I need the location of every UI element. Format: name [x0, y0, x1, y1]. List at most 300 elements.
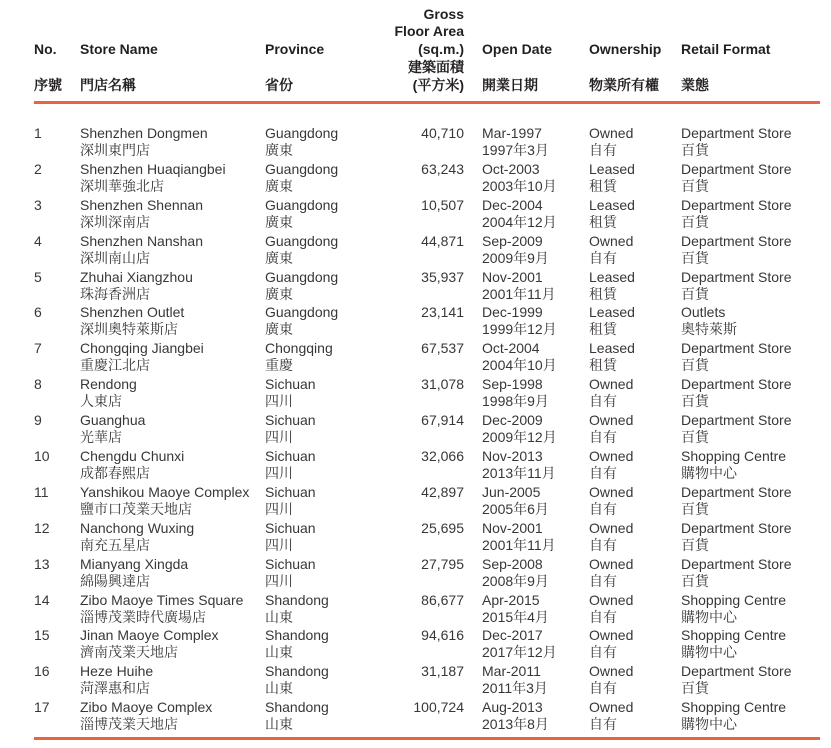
row-open-date-text: Dec-2004: [482, 196, 543, 213]
row-ownership-text: Owned: [589, 376, 634, 393]
row-store-name-zh: 濟南茂業天地店: [80, 644, 178, 661]
table-row: [0, 125, 831, 161]
row-open-date: [482, 340, 557, 374]
row-ownership-zh: 自有: [589, 644, 617, 661]
row-open-date-zh: 2001年11月: [482, 285, 556, 302]
row-store-name-text: Chengdu Chunxi: [80, 448, 185, 465]
row-province-zh: 廣東: [265, 142, 293, 158]
row-ownership: [589, 161, 635, 195]
row-province-text: Sichuan: [265, 555, 316, 572]
row-open-date-text: Nov-2013: [482, 448, 543, 465]
row-open-date-zh: 2003年10月: [482, 177, 557, 194]
row-retail-format-text: Department Store: [681, 519, 792, 536]
row-retail-format-text: Shopping Centre: [681, 448, 787, 465]
row-retail-format-text: Shopping Centre: [681, 627, 787, 644]
row-store-name: [80, 448, 184, 482]
row-ownership-zh: 自有: [589, 393, 617, 410]
header-divider: [34, 101, 820, 104]
row-retail-format-zh: 百貨: [681, 142, 709, 158]
row-province-zh: 重慶: [265, 357, 293, 374]
row-no-text: 11: [34, 483, 49, 500]
row-no: [34, 520, 50, 537]
header-ownership-zh: 物業所有權: [589, 77, 659, 93]
row-open-date-zh: 2013年11月: [482, 465, 556, 482]
header-province-zh: 省份: [265, 77, 293, 93]
row-ownership-zh: 自有: [589, 429, 617, 446]
row-no: [34, 627, 50, 644]
row-no-text: 12: [34, 519, 50, 536]
row-no: [34, 304, 42, 321]
row-province: [265, 484, 316, 518]
row-ownership-zh: 租賃: [589, 177, 617, 194]
row-store-name-text: Shenzhen Outlet: [80, 304, 185, 321]
row-province-zh: 山東: [265, 716, 293, 733]
row-open-date: [482, 663, 548, 697]
row-retail-format: [681, 663, 792, 697]
row-retail-format-text: Department Store: [681, 125, 792, 141]
row-province-text: Sichuan: [265, 376, 316, 393]
row-open-date-zh: 2011年3月: [482, 680, 548, 697]
table-row: [0, 556, 831, 592]
row-open-date-text: Mar-1997: [482, 125, 542, 141]
row-ownership-zh: 自有: [589, 716, 617, 733]
table-row: [0, 340, 831, 376]
row-province-zh: 山東: [265, 608, 293, 625]
row-ownership-zh: 自有: [589, 142, 617, 158]
row-retail-format-zh: 百貨: [681, 680, 709, 697]
row-gfa: [421, 233, 464, 250]
row-no-text: 9: [34, 412, 42, 429]
row-retail-format-zh: 百貨: [681, 357, 709, 374]
row-retail-format-zh: 百貨: [681, 249, 709, 266]
row-open-date: [482, 484, 549, 518]
row-gfa: [421, 125, 464, 142]
row-province-text: Guangdong: [265, 268, 339, 285]
row-ownership-zh: 租賃: [589, 357, 617, 374]
row-open-date-zh: 2004年12月: [482, 213, 557, 230]
row-gfa-text: 35,937: [421, 268, 464, 285]
table-row: [0, 520, 831, 556]
table-body: [0, 125, 831, 735]
row-retail-format: [681, 412, 792, 446]
row-open-date-text: Nov-2001: [482, 519, 543, 536]
row-province: [265, 663, 329, 697]
table-row: [0, 663, 831, 699]
row-store-name: [80, 269, 193, 303]
row-no-text: 7: [34, 340, 42, 357]
row-ownership: [589, 592, 633, 626]
row-retail-format-zh: 購物中心: [681, 608, 737, 625]
row-gfa-text: 31,078: [421, 376, 464, 393]
row-province: [265, 448, 316, 482]
row-retail-format: [681, 197, 792, 231]
row-retail-format-text: Shopping Centre: [681, 699, 787, 716]
row-open-date-text: Nov-2001: [482, 268, 543, 285]
row-open-date-text: Dec-1999: [482, 304, 543, 321]
row-no: [34, 233, 42, 250]
header-retail-format-zh: 業態: [681, 77, 709, 93]
row-open-date: [482, 269, 556, 303]
row-store-name-zh: 重慶江北店: [80, 357, 150, 374]
row-store-name-text: Jinan Maoye Complex: [80, 627, 219, 644]
row-ownership: [589, 340, 635, 374]
table-header: [0, 0, 831, 100]
row-retail-format: [681, 699, 786, 733]
row-province-zh: 廣東: [265, 177, 293, 194]
row-open-date-zh: 2008年9月: [482, 572, 549, 589]
row-open-date-zh: 2001年11月: [482, 536, 556, 553]
row-open-date-zh: 1997年3月: [482, 142, 549, 158]
row-retail-format-text: Department Store: [681, 340, 792, 357]
row-retail-format: [681, 233, 792, 267]
row-gfa: [421, 340, 464, 357]
row-province: [265, 233, 338, 267]
row-province-text: Shandong: [265, 699, 329, 716]
row-open-date-zh: 2013年8月: [482, 716, 549, 733]
row-province: [265, 520, 316, 554]
row-province-text: Guangdong: [265, 160, 339, 177]
row-open-date: [482, 125, 549, 159]
row-province-zh: 四川: [265, 393, 293, 410]
row-open-date: [482, 448, 556, 482]
row-retail-format-text: Department Store: [681, 160, 792, 177]
row-no-text: 3: [34, 196, 42, 213]
row-retail-format-zh: 購物中心: [681, 465, 737, 482]
row-province-zh: 廣東: [265, 321, 293, 338]
row-province: [265, 376, 316, 410]
row-province-text: Sichuan: [265, 519, 316, 536]
row-ownership: [589, 269, 635, 303]
row-open-date-text: Sep-2008: [482, 555, 543, 572]
row-store-name: [80, 663, 153, 697]
table-row: [0, 699, 831, 735]
row-retail-format: [681, 627, 786, 661]
row-store-name: [80, 592, 243, 626]
row-retail-format-zh: 奧特萊斯: [681, 321, 737, 338]
row-store-name-zh: 鹽市口茂業天地店: [80, 500, 192, 517]
row-retail-format: [681, 520, 792, 554]
row-gfa-text: 100,724: [413, 699, 464, 716]
row-retail-format-zh: 百貨: [681, 500, 709, 517]
row-store-name-zh: 深圳奧特萊斯店: [80, 321, 178, 338]
row-store-name-zh: 成都春熙店: [80, 465, 150, 482]
row-store-name: [80, 233, 203, 267]
row-gfa-text: 31,187: [421, 663, 464, 680]
row-no-text: 4: [34, 232, 42, 249]
row-retail-format-zh: 百貨: [681, 285, 709, 302]
row-ownership: [589, 556, 633, 590]
row-open-date: [482, 233, 549, 267]
header-gfa-line2: Floor Area: [394, 23, 464, 39]
row-gfa: [421, 412, 464, 429]
row-ownership: [589, 663, 633, 697]
table-row: [0, 376, 831, 412]
row-open-date-zh: 1999年12月: [482, 321, 557, 338]
table-row: [0, 448, 831, 484]
row-no-text: 2: [34, 160, 42, 177]
row-store-name-text: Shenzhen Nanshan: [80, 232, 203, 249]
row-store-name-zh: 深圳深南店: [80, 213, 150, 230]
row-store-name: [80, 520, 194, 554]
row-gfa: [421, 304, 464, 321]
row-gfa: [421, 556, 464, 573]
row-ownership: [589, 520, 633, 554]
table-row: [0, 304, 831, 340]
row-no-text: 16: [34, 663, 50, 680]
row-open-date: [482, 556, 549, 590]
row-province: [265, 556, 316, 590]
row-ownership-text: Owned: [589, 627, 634, 644]
row-retail-format-zh: 百貨: [681, 429, 709, 446]
row-ownership-text: Owned: [589, 412, 634, 429]
row-gfa-text: 27,795: [421, 555, 464, 572]
footer-divider: [34, 737, 820, 740]
row-open-date-text: Sep-1998: [482, 376, 543, 393]
row-no-text: 1: [34, 125, 42, 141]
header-open-date-zh: 開業日期: [482, 77, 538, 93]
row-gfa: [421, 161, 464, 178]
row-retail-format-zh: 百貨: [681, 393, 709, 410]
header-gfa-zh-line2: (平方米): [412, 77, 464, 93]
row-retail-format-text: Department Store: [681, 376, 792, 393]
row-no: [34, 269, 42, 286]
row-store-name-text: Yanshikou Maoye Complex: [80, 483, 250, 500]
header-gfa-zh-line1: 建築面積: [408, 59, 464, 75]
row-open-date-text: Dec-2009: [482, 412, 543, 429]
row-gfa: [421, 269, 464, 286]
header-ownership: Ownership: [589, 41, 662, 57]
row-gfa: [421, 484, 464, 501]
row-province-text: Sichuan: [265, 412, 316, 429]
row-open-date-text: Jun-2005: [482, 483, 541, 500]
row-ownership-zh: 自有: [589, 249, 617, 266]
header-gfa-line1: Gross: [423, 6, 464, 22]
row-retail-format: [681, 376, 792, 410]
row-open-date-text: Apr-2015: [482, 591, 540, 608]
row-open-date-zh: 2005年6月: [482, 500, 549, 517]
row-store-name-text: Zhuhai Xiangzhou: [80, 268, 193, 285]
row-ownership-zh: 自有: [589, 500, 617, 517]
row-open-date-text: Oct-2004: [482, 340, 540, 357]
row-store-name-zh: 人東店: [80, 393, 122, 410]
row-open-date-zh: 2004年10月: [482, 357, 557, 374]
row-no: [34, 340, 42, 357]
row-province-text: Shandong: [265, 663, 329, 680]
row-open-date: [482, 412, 557, 446]
row-ownership-text: Owned: [589, 448, 634, 465]
row-retail-format-zh: 百貨: [681, 572, 709, 589]
row-store-name-zh: 淄博茂業天地店: [80, 716, 178, 733]
row-open-date-text: Aug-2013: [482, 699, 543, 716]
row-no-text: 10: [34, 448, 50, 465]
row-province-zh: 四川: [265, 465, 293, 482]
row-ownership: [589, 448, 633, 482]
row-store-name-text: Rendong: [80, 376, 137, 393]
table-row: [0, 197, 831, 233]
row-store-name-zh: 菏澤惠和店: [80, 680, 150, 697]
row-retail-format-text: Department Store: [681, 483, 792, 500]
row-open-date-zh: 2009年12月: [482, 429, 557, 446]
table-row: [0, 269, 831, 305]
row-retail-format: [681, 304, 737, 338]
row-open-date: [482, 699, 549, 733]
row-ownership-text: Leased: [589, 340, 635, 357]
row-no-text: 17: [34, 699, 50, 716]
row-no-text: 14: [34, 591, 50, 608]
row-retail-format: [681, 125, 792, 159]
row-gfa-text: 67,914: [421, 412, 464, 429]
row-gfa-text: 40,710: [421, 125, 464, 141]
row-gfa: [421, 448, 464, 465]
row-retail-format-text: Department Store: [681, 196, 792, 213]
row-ownership-text: Owned: [589, 663, 634, 680]
header-province: Province: [265, 41, 325, 57]
row-store-name-text: Mianyang Xingda: [80, 555, 189, 572]
row-store-name-text: Nanchong Wuxing: [80, 519, 195, 536]
header-store-name: Store Name: [80, 41, 158, 57]
row-store-name-zh: 深圳東門店: [80, 142, 150, 158]
row-store-name-text: Shenzhen Huaqiangbei: [80, 160, 226, 177]
row-store-name-zh: 深圳華強北店: [80, 177, 164, 194]
row-gfa-text: 94,616: [421, 627, 464, 644]
row-gfa-text: 23,141: [421, 304, 464, 321]
row-no: [34, 484, 49, 501]
header-gfa-line3: (sq.m.): [418, 41, 464, 57]
row-retail-format-zh: 百貨: [681, 177, 709, 194]
row-gfa: [421, 197, 464, 214]
header-open-date: Open Date: [482, 41, 553, 57]
row-gfa-text: 25,695: [421, 519, 464, 536]
row-province: [265, 125, 338, 159]
row-retail-format-text: Department Store: [681, 555, 792, 572]
row-store-name: [80, 627, 219, 661]
row-province-zh: 廣東: [265, 249, 293, 266]
row-open-date: [482, 592, 549, 626]
row-ownership: [589, 699, 633, 733]
row-open-date-zh: 2015年4月: [482, 608, 549, 625]
row-ownership-text: Owned: [589, 125, 634, 141]
row-ownership: [589, 412, 633, 446]
row-open-date: [482, 376, 549, 410]
row-store-name: [80, 412, 145, 446]
row-store-name: [80, 340, 204, 374]
table-row: [0, 233, 831, 269]
row-store-name-zh: 綿陽興達店: [80, 572, 150, 589]
row-retail-format-text: Department Store: [681, 232, 792, 249]
row-store-name-text: Zibo Maoye Complex: [80, 699, 213, 716]
row-retail-format-zh: 購物中心: [681, 716, 737, 733]
row-store-name: [80, 304, 184, 338]
row-store-name: [80, 161, 226, 195]
row-province: [265, 269, 338, 303]
row-ownership: [589, 484, 633, 518]
header-store-name-zh: 門店名稱: [80, 77, 136, 93]
row-ownership-text: Leased: [589, 304, 635, 321]
row-province-zh: 廣東: [265, 285, 293, 302]
row-store-name-text: Shenzhen Dongmen: [80, 125, 208, 141]
row-ownership: [589, 197, 635, 231]
row-ownership-zh: 自有: [589, 465, 617, 482]
row-province-zh: 山東: [265, 644, 293, 661]
row-no: [34, 125, 42, 142]
row-province-zh: 四川: [265, 536, 293, 553]
row-gfa-text: 32,066: [421, 448, 464, 465]
row-no: [34, 197, 42, 214]
row-gfa-text: 86,677: [421, 591, 464, 608]
row-province-text: Guangdong: [265, 304, 339, 321]
row-store-name: [80, 484, 249, 518]
row-province-zh: 山東: [265, 680, 293, 697]
row-ownership-zh: 租賃: [589, 213, 617, 230]
row-ownership-text: Leased: [589, 160, 635, 177]
row-store-name-text: Chongqing Jiangbei: [80, 340, 204, 357]
header-no: No.: [34, 41, 57, 57]
row-province-text: Guangdong: [265, 232, 339, 249]
row-province: [265, 592, 329, 626]
row-gfa: [421, 592, 464, 609]
row-store-name: [80, 699, 212, 733]
row-retail-format-text: Department Store: [681, 412, 792, 429]
row-gfa-text: 44,871: [421, 232, 464, 249]
row-ownership-zh: 自有: [589, 608, 617, 625]
row-retail-format: [681, 340, 792, 374]
row-open-date-text: Oct-2003: [482, 160, 540, 177]
row-store-name: [80, 197, 203, 231]
row-province: [265, 304, 338, 338]
row-open-date-text: Mar-2011: [482, 663, 541, 680]
row-gfa-text: 67,537: [421, 340, 464, 357]
row-gfa-text: 10,507: [421, 196, 464, 213]
row-open-date: [482, 197, 557, 231]
row-retail-format-zh: 百貨: [681, 213, 709, 230]
row-open-date: [482, 161, 557, 195]
row-ownership-text: Owned: [589, 232, 634, 249]
row-store-name-text: Heze Huihe: [80, 663, 154, 680]
row-retail-format-text: Department Store: [681, 663, 792, 680]
row-province: [265, 699, 329, 733]
row-gfa-text: 63,243: [421, 160, 464, 177]
row-open-date-zh: 1998年9月: [482, 393, 549, 410]
row-ownership-text: Leased: [589, 268, 635, 285]
row-retail-format-text: Department Store: [681, 268, 792, 285]
row-province: [265, 627, 329, 661]
row-province-zh: 四川: [265, 429, 293, 446]
row-province: [265, 340, 333, 374]
row-ownership-zh: 自有: [589, 536, 617, 553]
row-store-name-zh: 珠海香洲店: [80, 285, 150, 302]
row-retail-format: [681, 161, 792, 195]
row-ownership: [589, 376, 633, 410]
row-ownership-zh: 自有: [589, 680, 617, 697]
row-province: [265, 161, 338, 195]
row-province: [265, 412, 316, 446]
row-ownership: [589, 125, 633, 159]
row-store-name: [80, 556, 188, 590]
row-province-zh: 廣東: [265, 213, 293, 230]
row-ownership-text: Owned: [589, 699, 634, 716]
table-row: [0, 412, 831, 448]
row-retail-format: [681, 592, 786, 626]
row-province-text: Sichuan: [265, 483, 316, 500]
row-province: [265, 197, 338, 231]
row-retail-format-text: Outlets: [681, 304, 726, 321]
row-ownership-text: Owned: [589, 555, 634, 572]
row-retail-format-zh: 百貨: [681, 536, 709, 553]
row-no-text: 15: [34, 627, 50, 644]
row-gfa: [413, 699, 464, 716]
row-ownership-text: Owned: [589, 519, 634, 536]
row-no-text: 13: [34, 555, 50, 572]
